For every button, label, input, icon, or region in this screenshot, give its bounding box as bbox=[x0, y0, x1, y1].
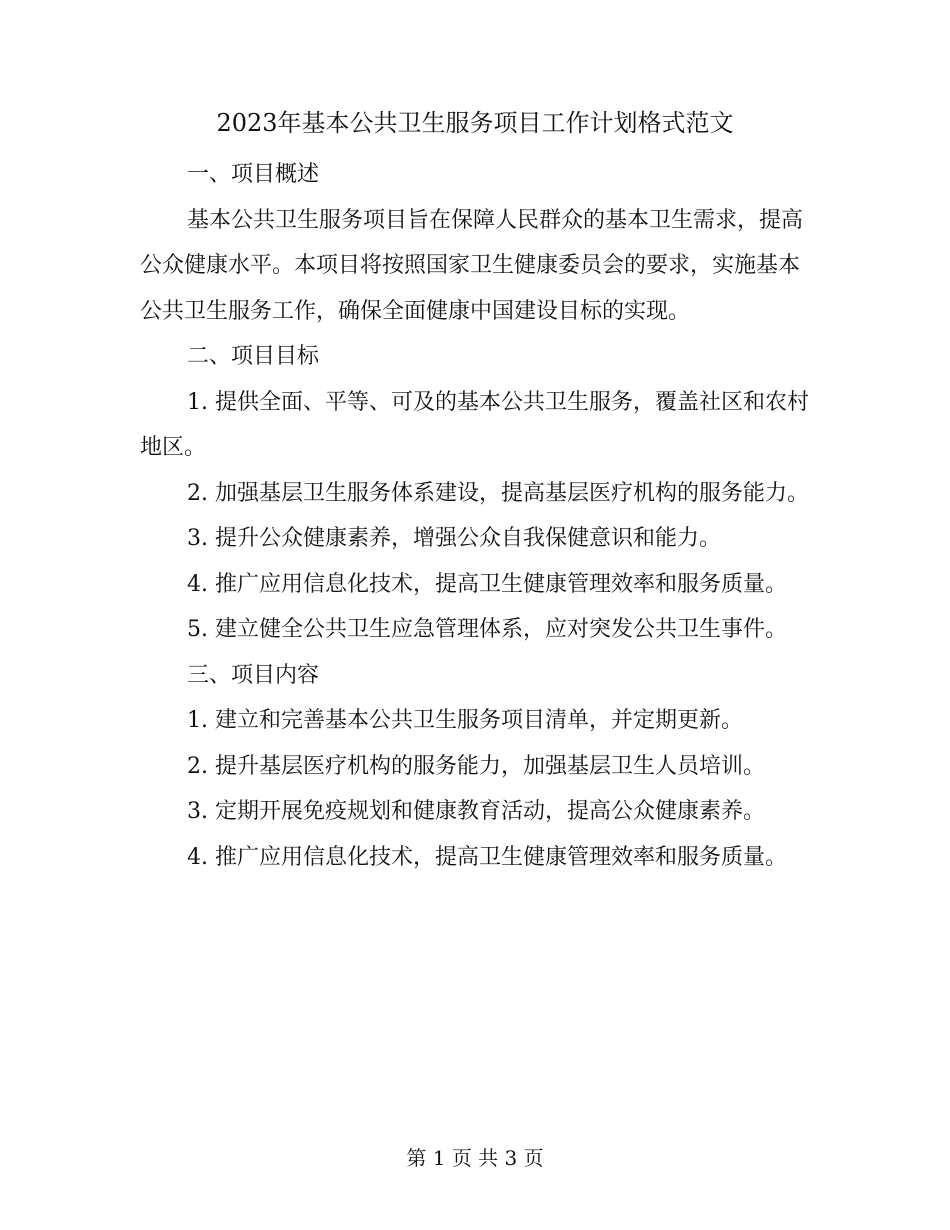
page-number-footer: 第 1 页 共 3 页 bbox=[406, 1146, 544, 1170]
content-item-2: 2. 提升基层医疗机构的服务能力，加强基层卫生人员培训。 bbox=[187, 753, 765, 779]
paragraph-overview: 基本公共卫生服务项目旨在保障人民群众的基本卫生需求，提高公众健康水平。本项目将按照国家卫生健康委员会的要求，实施基本公共卫生服务工作，确保全面健康中国建设目标的实现。 bbox=[140, 207, 804, 324]
goal-item-1: 1. 提供全面、平等、可及的基本公共卫生服务，覆盖社区和农村地区。 bbox=[140, 389, 809, 460]
goal-item-3: 3. 提升公众健康素养，增强公众自我保健意识和能力。 bbox=[187, 526, 721, 551]
document-body bbox=[140, 152, 810, 880]
content-item-4: 4. 推广应用信息化技术，提高卫生健康管理效率和服务质量。 bbox=[187, 844, 787, 870]
section-heading-goals: 二、项目目标 bbox=[187, 344, 320, 369]
section-heading-overview: 一、项目概述 bbox=[187, 162, 320, 187]
document-title: 2023年基本公共卫生服务项目工作计划格式范文 bbox=[216, 109, 734, 137]
goal-item-2: 2. 加强基层卫生服务体系建设，提高基层医疗机构的服务能力。 bbox=[187, 480, 809, 506]
content-item-1: 1. 建立和完善基本公共卫生服务项目清单，并定期更新。 bbox=[187, 708, 743, 733]
goal-item-4: 4. 推广应用信息化技术，提高卫生健康管理效率和服务质量。 bbox=[187, 571, 787, 597]
goal-item-5: 5. 建立健全公共卫生应急管理体系，应对突发公共卫生事件。 bbox=[187, 617, 787, 642]
content-item-3: 3. 定期开展免疫规划和健康教育活动，提高公众健康素养。 bbox=[187, 799, 765, 824]
section-heading-content: 三、项目内容 bbox=[187, 662, 320, 688]
